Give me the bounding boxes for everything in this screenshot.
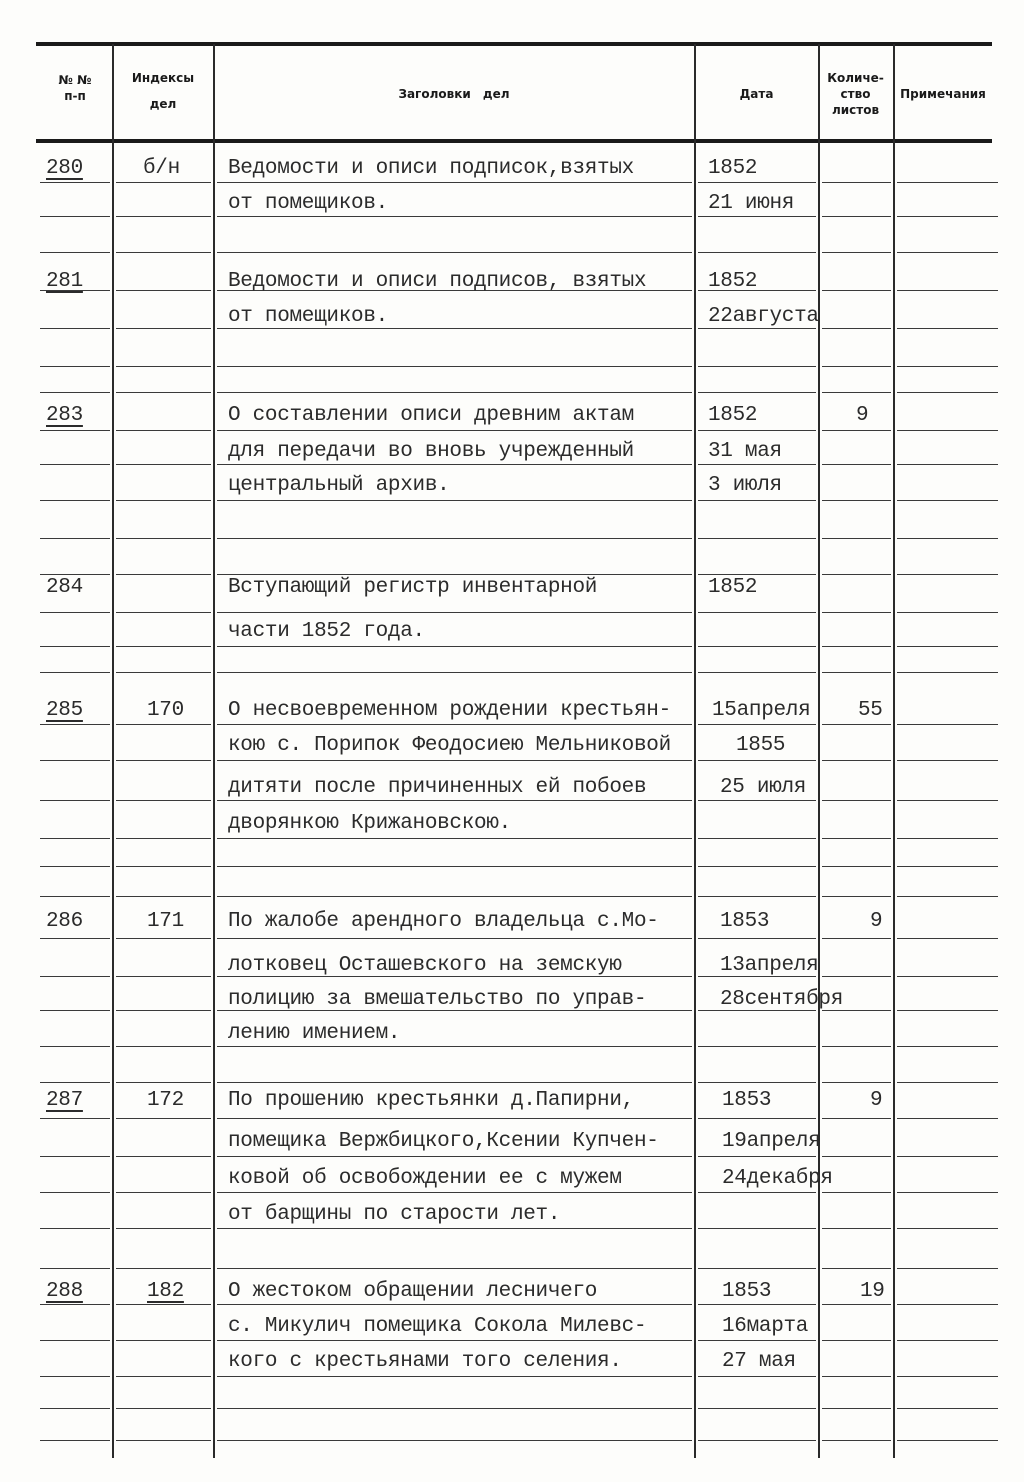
- ruled-line: [217, 538, 692, 539]
- ruled-line: [116, 866, 211, 867]
- ruled-line: [698, 800, 816, 801]
- ruled-line: [897, 574, 998, 575]
- ruled-line: [217, 574, 692, 575]
- ruled-line: [116, 252, 211, 253]
- ruled-line: [116, 1408, 211, 1409]
- ruled-line: [822, 646, 891, 647]
- ruled-line: [897, 800, 998, 801]
- ruled-line: [822, 1376, 891, 1377]
- ruled-line: [897, 976, 998, 977]
- ruled-line: [822, 1304, 891, 1305]
- record-index: б/н: [143, 157, 180, 180]
- ruled-line: [40, 252, 110, 253]
- ruled-line: [897, 724, 998, 725]
- record-sheets: 9: [870, 910, 883, 933]
- ruled-line: [897, 938, 998, 939]
- ruled-line: [698, 1118, 816, 1119]
- ruled-line: [698, 392, 816, 393]
- record-title-line: с. Микулич помещика Сокола Милевс-: [228, 1315, 647, 1338]
- record-title-line: Ведомости и описи подписов, взятых: [228, 270, 647, 293]
- ruled-line: [897, 1408, 998, 1409]
- ruled-line: [897, 1340, 998, 1341]
- ruled-line: [698, 182, 816, 183]
- header-top-rule: [36, 42, 992, 46]
- ruled-line: [217, 938, 692, 939]
- ruled-line: [40, 392, 110, 393]
- ruled-line: [822, 182, 891, 183]
- ruled-line: [217, 838, 692, 839]
- ruled-line: [217, 1268, 692, 1269]
- ruled-line: [40, 1228, 110, 1229]
- header-sheets-line1: Количе-: [827, 71, 884, 85]
- record-title-line: лению имением.: [228, 1022, 401, 1045]
- header-bottom-rule: [36, 139, 992, 143]
- ruled-line: [897, 1046, 998, 1047]
- ruled-line: [897, 392, 998, 393]
- ruled-line: [217, 366, 692, 367]
- record-title-line: от помещиков.: [228, 192, 388, 215]
- ruled-line: [40, 1268, 110, 1269]
- ruled-line: [698, 1228, 816, 1229]
- record-date-line: 19апреля: [722, 1130, 821, 1153]
- ruled-line: [897, 1156, 998, 1157]
- ruled-line: [116, 574, 211, 575]
- ruled-line: [40, 500, 110, 501]
- column-divider-number: [112, 44, 114, 1458]
- record-title-line: кою с. Порипок Феодосиею Мельниковой: [228, 734, 671, 757]
- ruled-line: [822, 1082, 891, 1083]
- record-date-line: 21 июня: [708, 192, 795, 215]
- record-title-line: Вступающий регистр инвентарной: [228, 576, 598, 599]
- ruled-line: [40, 760, 110, 761]
- record-title-line: О жестоком обращении лесничего: [228, 1280, 598, 1303]
- ruled-line: [217, 392, 692, 393]
- ruled-line: [217, 800, 692, 801]
- record-date-line: 1855: [736, 734, 786, 757]
- record-number: 281: [46, 270, 83, 293]
- ruled-line: [897, 760, 998, 761]
- record-date-line: 24декабря: [722, 1167, 833, 1190]
- ruled-line: [698, 1082, 816, 1083]
- ruled-line: [40, 216, 110, 217]
- header-sheets-line3: листов: [831, 103, 880, 117]
- ruled-line: [897, 866, 998, 867]
- ruled-line: [40, 538, 110, 539]
- ruled-line: [897, 538, 998, 539]
- ruled-line: [698, 866, 816, 867]
- ruled-line: [822, 290, 891, 291]
- ruled-line: [116, 724, 211, 725]
- ruled-line: [116, 1082, 211, 1083]
- ruled-line: [822, 538, 891, 539]
- record-title-line: дитяти после причиненных ей побоев: [228, 776, 647, 799]
- ruled-line: [897, 1268, 998, 1269]
- ruled-line: [116, 538, 211, 539]
- ruled-line: [698, 1304, 816, 1305]
- ruled-line: [40, 182, 110, 183]
- ruled-line: [698, 838, 816, 839]
- ruled-line: [698, 538, 816, 539]
- ruled-line: [217, 500, 692, 501]
- column-divider-sheets: [893, 44, 895, 1458]
- ruled-line: [698, 1046, 816, 1047]
- ruled-line: [40, 1046, 110, 1047]
- column-divider-index: [213, 44, 215, 1458]
- ruled-line: [217, 1082, 692, 1083]
- ruled-line: [897, 430, 998, 431]
- ruled-line: [217, 216, 692, 217]
- ruled-line: [40, 1376, 110, 1377]
- ruled-line: [822, 672, 891, 673]
- header-sheets-line2: ство: [840, 87, 871, 101]
- column-divider-title: [694, 44, 696, 1458]
- ruled-line: [822, 976, 891, 977]
- record-sheets: 55: [858, 699, 883, 722]
- ruled-line: [116, 392, 211, 393]
- ruled-line: [116, 760, 211, 761]
- record-number: 285: [46, 699, 83, 722]
- ruled-line: [822, 1268, 891, 1269]
- ruled-line: [698, 1156, 816, 1157]
- ruled-line: [822, 1156, 891, 1157]
- ruled-line: [40, 1408, 110, 1409]
- ruled-line: [897, 1118, 998, 1119]
- header-index-line1: Индексы: [131, 71, 195, 85]
- ruled-line: [822, 328, 891, 329]
- header-index-line2: дел: [149, 97, 177, 111]
- record-title-line: О составлении описи древним актам: [228, 404, 634, 427]
- ruled-line: [698, 1340, 816, 1341]
- ruled-line: [698, 366, 816, 367]
- ruled-line: [116, 328, 211, 329]
- ruled-line: [40, 1010, 110, 1011]
- record-title-line: помещика Вержбицкого,Ксении Купчен-: [228, 1130, 659, 1153]
- ruled-line: [822, 430, 891, 431]
- record-title-line: Ведомости и описи подписок,взятых: [228, 157, 634, 180]
- ruled-line: [40, 430, 110, 431]
- ruled-line: [116, 896, 211, 897]
- ruled-line: [897, 1010, 998, 1011]
- ruled-line: [822, 612, 891, 613]
- ruled-line: [897, 646, 998, 647]
- ruled-line: [40, 976, 110, 977]
- header-date: Дата: [739, 87, 774, 101]
- record-title-line: дворянкою Крижановскою.: [228, 812, 511, 835]
- ruled-line: [116, 290, 211, 291]
- ruled-line: [116, 1440, 211, 1441]
- ruled-line: [116, 1376, 211, 1377]
- ruled-line: [822, 366, 891, 367]
- ruled-line: [116, 800, 211, 801]
- ruled-line: [822, 866, 891, 867]
- ruled-line: [217, 1118, 692, 1119]
- ruled-line: [698, 500, 816, 501]
- record-date-line: 31 мая: [708, 440, 782, 463]
- ruled-line: [897, 1376, 998, 1377]
- record-date-line: 1853: [720, 910, 770, 933]
- ruled-line: [698, 1268, 816, 1269]
- record-index: 171: [147, 910, 184, 933]
- header-title: Заголовки дел: [398, 87, 510, 101]
- ruled-line: [217, 430, 692, 431]
- ruled-line: [897, 366, 998, 367]
- record-index: 170: [147, 699, 184, 722]
- record-sheets: 9: [870, 1089, 883, 1112]
- record-date-line: 1852: [708, 576, 758, 599]
- ruled-line: [897, 252, 998, 253]
- ruled-line: [116, 1010, 211, 1011]
- record-title-line: О несвоевременном рождении крестьян-: [228, 699, 671, 722]
- ruled-line: [217, 1156, 692, 1157]
- header-notes: Примечания: [900, 87, 986, 101]
- ruled-line: [698, 430, 816, 431]
- ruled-line: [822, 800, 891, 801]
- record-number: 280: [46, 157, 83, 180]
- ruled-line: [116, 1228, 211, 1229]
- ruled-line: [698, 1408, 816, 1409]
- ruled-line: [897, 182, 998, 183]
- record-date-line: 22августа: [708, 305, 819, 328]
- ruled-line: [116, 1304, 211, 1305]
- ruled-line: [116, 976, 211, 977]
- ruled-line: [40, 672, 110, 673]
- ruled-line: [822, 1192, 891, 1193]
- column-divider-date: [818, 44, 820, 1458]
- ruled-line: [40, 938, 110, 939]
- ruled-line: [40, 838, 110, 839]
- ruled-line: [217, 760, 692, 761]
- record-title-line: для передачи во вновь учрежденный: [228, 440, 634, 463]
- record-title-line: части 1852 года.: [228, 620, 425, 643]
- ruled-line: [897, 290, 998, 291]
- record-sheets: 9: [856, 404, 869, 427]
- ruled-line: [40, 724, 110, 725]
- ruled-line: [40, 866, 110, 867]
- ruled-line: [116, 1118, 211, 1119]
- record-index: 172: [147, 1089, 184, 1112]
- ruled-line: [116, 938, 211, 939]
- record-number: 287: [46, 1089, 83, 1112]
- record-title-line: По жалобе арендного владельца с.Мо-: [228, 910, 659, 933]
- ruled-line: [897, 1192, 998, 1193]
- record-date-line: 1853: [722, 1280, 772, 1303]
- ruled-line: [40, 464, 110, 465]
- ruled-line: [40, 1156, 110, 1157]
- ruled-line: [897, 1440, 998, 1441]
- ruled-line: [116, 1156, 211, 1157]
- ruled-line: [116, 646, 211, 647]
- record-title-line: полицию за вмешательство по управ-: [228, 988, 647, 1011]
- ruled-line: [40, 896, 110, 897]
- ruled-line: [698, 1192, 816, 1193]
- ruled-line: [897, 1228, 998, 1229]
- record-title-line: от помещиков.: [228, 305, 388, 328]
- record-date-line: 3 июля: [708, 474, 782, 497]
- ruled-line: [822, 1228, 891, 1229]
- ruled-line: [40, 574, 110, 575]
- ruled-line: [822, 464, 891, 465]
- ruled-line: [217, 1376, 692, 1377]
- ruled-line: [116, 500, 211, 501]
- ruled-line: [822, 1046, 891, 1047]
- header-number-line2: п-п: [64, 89, 86, 103]
- record-date-line: 27 мая: [722, 1350, 796, 1373]
- ruled-line: [40, 646, 110, 647]
- ruled-line: [698, 724, 816, 725]
- ruled-line: [822, 216, 891, 217]
- ruled-line: [822, 938, 891, 939]
- ruled-line: [116, 1046, 211, 1047]
- ruled-line: [217, 724, 692, 725]
- ruled-line: [698, 672, 816, 673]
- ruled-line: [822, 574, 891, 575]
- ruled-line: [698, 252, 816, 253]
- record-date-line: 15апреля: [712, 699, 811, 722]
- ruled-line: [897, 896, 998, 897]
- ruled-line: [217, 182, 692, 183]
- ruled-line: [40, 366, 110, 367]
- ruled-line: [217, 1340, 692, 1341]
- record-date-line: 1852: [708, 404, 758, 427]
- ruled-line: [40, 328, 110, 329]
- ruled-line: [822, 838, 891, 839]
- ruled-line: [698, 646, 816, 647]
- ruled-line: [897, 612, 998, 613]
- ruled-line: [822, 392, 891, 393]
- ruled-line: [698, 612, 816, 613]
- ruled-line: [698, 1440, 816, 1441]
- ruled-line: [217, 612, 692, 613]
- ruled-line: [822, 500, 891, 501]
- ruled-line: [897, 216, 998, 217]
- ruled-line: [822, 252, 891, 253]
- ruled-line: [40, 800, 110, 801]
- ruled-line: [897, 838, 998, 839]
- ruled-line: [116, 838, 211, 839]
- record-date-line: 16марта: [722, 1315, 809, 1338]
- ruled-line: [116, 612, 211, 613]
- record-date-line: 1852: [708, 270, 758, 293]
- ruled-line: [116, 672, 211, 673]
- ruled-line: [698, 574, 816, 575]
- header-number: [40, 72, 110, 104]
- record-title-line: от барщины по старости лет.: [228, 1203, 561, 1226]
- ruled-line: [217, 464, 692, 465]
- record-title-line: кого с крестьянами того селения.: [228, 1350, 622, 1373]
- ruled-line: [217, 252, 692, 253]
- ruled-line: [822, 1118, 891, 1119]
- ruled-line: [897, 672, 998, 673]
- record-date-line: 28сентября: [720, 988, 844, 1011]
- record-number: 284: [46, 576, 83, 599]
- ruled-line: [116, 430, 211, 431]
- record-date-line: 25 июля: [720, 776, 807, 799]
- record-title-line: ковой об освобождении ее с мужем: [228, 1167, 622, 1190]
- record-title-line: По прошению крестьянки д.Папирни,: [228, 1089, 634, 1112]
- ruled-line: [897, 1082, 998, 1083]
- ruled-line: [40, 612, 110, 613]
- ruled-line: [897, 328, 998, 329]
- ruled-line: [40, 1192, 110, 1193]
- ruled-line: [698, 896, 816, 897]
- ruled-line: [217, 1440, 692, 1441]
- ruled-line: [217, 1046, 692, 1047]
- ruled-line: [217, 866, 692, 867]
- ruled-line: [116, 182, 211, 183]
- ruled-line: [822, 896, 891, 897]
- ruled-line: [116, 1192, 211, 1193]
- header-index: [114, 70, 212, 112]
- ruled-line: [822, 1408, 891, 1409]
- ruled-line: [116, 1268, 211, 1269]
- ruled-line: [116, 366, 211, 367]
- ruled-line: [40, 1118, 110, 1119]
- record-index: 182: [147, 1280, 184, 1303]
- ruled-line: [822, 760, 891, 761]
- ruled-line: [40, 1440, 110, 1441]
- record-title-line: лотковец Осташевского на земскую: [228, 954, 622, 977]
- record-number: 288: [46, 1280, 83, 1303]
- ruled-line: [217, 1192, 692, 1193]
- ruled-line: [822, 724, 891, 725]
- ruled-line: [40, 1340, 110, 1341]
- ruled-line: [698, 216, 816, 217]
- header-sheets: [818, 70, 893, 118]
- record-number: 286: [46, 910, 83, 933]
- ruled-line: [698, 760, 816, 761]
- ruled-line: [897, 464, 998, 465]
- record-date-line: 13апреля: [720, 954, 819, 977]
- ruled-line: [40, 1304, 110, 1305]
- ruled-line: [40, 1082, 110, 1083]
- ruled-line: [217, 1228, 692, 1229]
- ruled-line: [897, 500, 998, 501]
- record-date-line: 1853: [722, 1089, 772, 1112]
- ruled-line: [698, 938, 816, 939]
- ruled-line: [116, 1340, 211, 1341]
- ruled-line: [822, 1440, 891, 1441]
- ruled-line: [217, 672, 692, 673]
- ruled-line: [698, 464, 816, 465]
- record-title-line: центральный архив.: [228, 474, 450, 497]
- header-number-line1: № №: [58, 73, 92, 87]
- ruled-line: [217, 896, 692, 897]
- ruled-line: [822, 1340, 891, 1341]
- ruled-line: [897, 1304, 998, 1305]
- ruled-line: [217, 646, 692, 647]
- ruled-line: [217, 1408, 692, 1409]
- ruled-line: [116, 464, 211, 465]
- record-date-line: 1852: [708, 157, 758, 180]
- ruled-line: [217, 1304, 692, 1305]
- record-sheets: 19: [860, 1280, 885, 1303]
- record-number: 283: [46, 404, 83, 427]
- ruled-line: [698, 1376, 816, 1377]
- ruled-line: [116, 216, 211, 217]
